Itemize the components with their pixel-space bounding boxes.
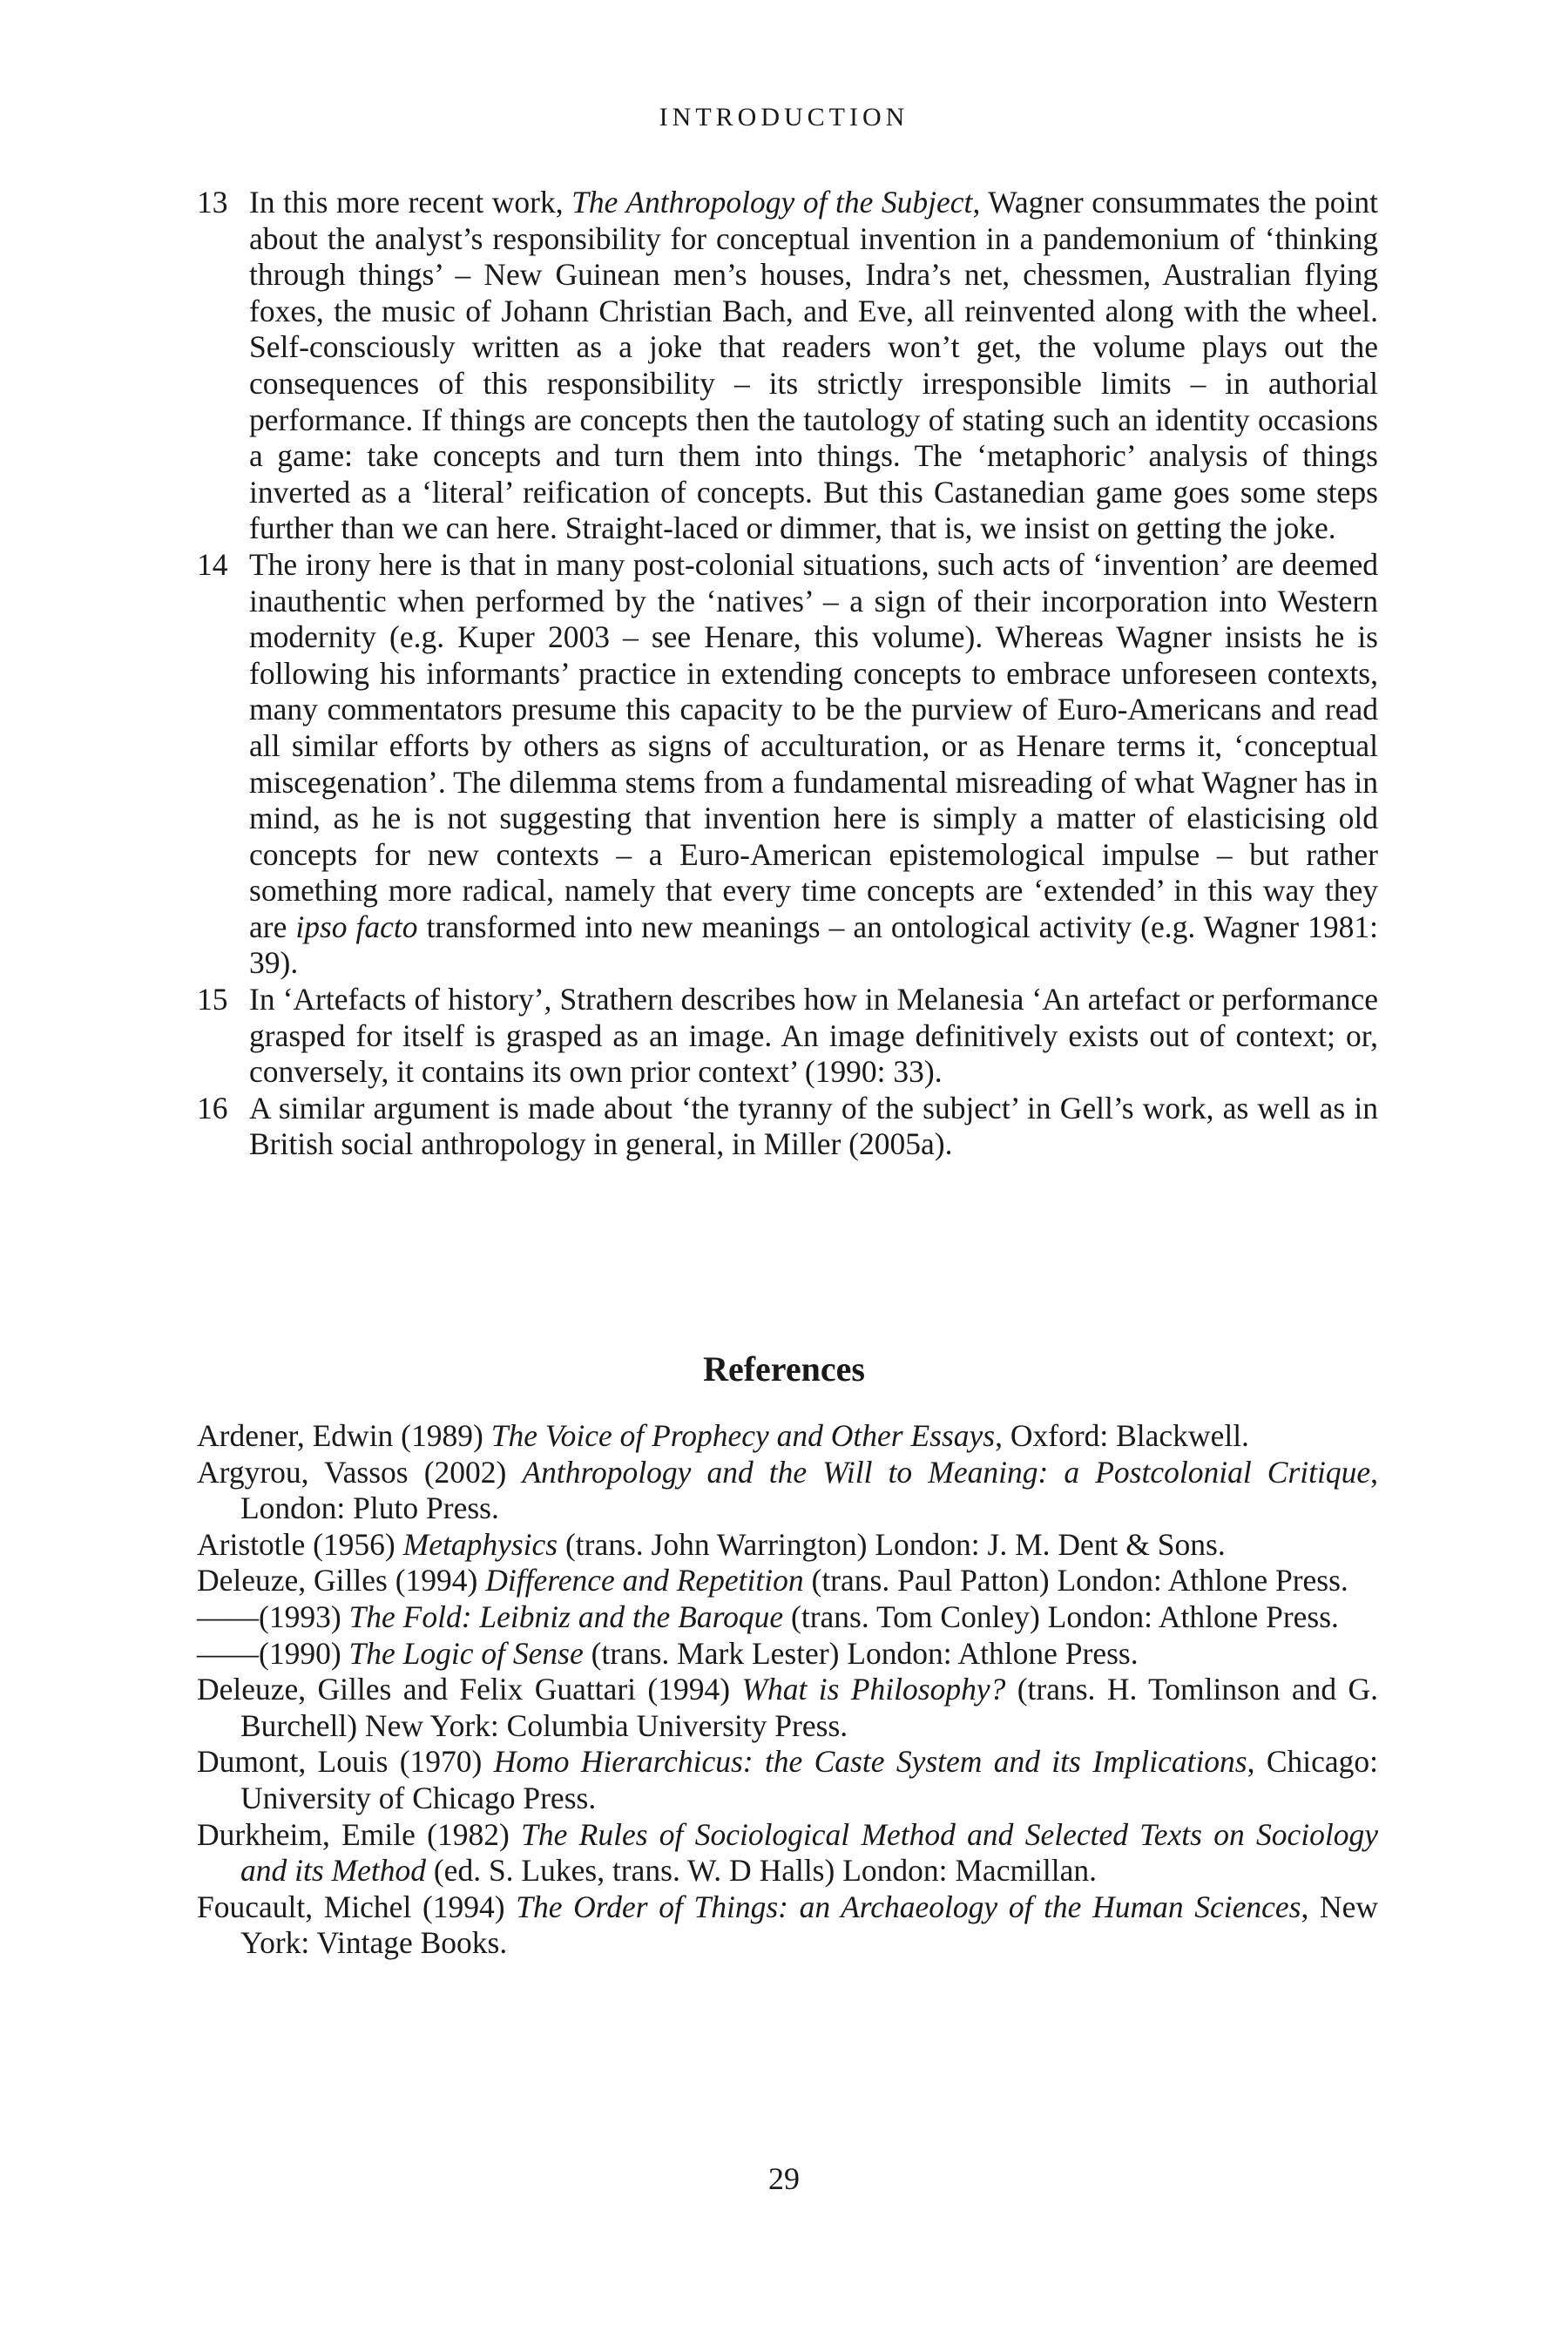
page-number: 29 [768, 2161, 800, 2196]
endnote-number: 16 [197, 1090, 228, 1125]
endnote-text: A similar argument is made about ‘the tyranny of the subject’ in Gell’s work, as well as in British social anthropology in general, in Miller (2005a). [249, 1090, 1378, 1162]
reference-entry: ——(1990) The Logic of Sense (trans. Mark Lester) London: Athlone Press. [197, 1635, 1139, 1671]
endnote [197, 1091, 1378, 1163]
reference-entry: Deleuze, Gilles and Felix Guattari (1994) What is Philosophy? (trans. H. Tomlinson and G. Burchell) New York: Columbia University Press. [197, 1672, 1378, 1743]
endnote-number: 14 [197, 546, 228, 582]
reference-entry: Argyrou, Vassos (2002) Anthropology and the Will to Meaning: a Postcolonial Critique, London: Pluto Press. [197, 1454, 1378, 1526]
endnote-text: The irony here is that in many post-colonial situations, such acts of ‘invention’ are deemed inauthentic when performed by the ‘natives’ – a sign of their incorporation into Western modernity (e.g. Kuper 2003 – see Henare, this volume). Whereas Wagner insists he is following his informants’ practice in extending concepts to embrace unforeseen contexts, many commentators presume this capacity to be the purview of Euro-Americans and read all similar efforts by others as signs of acculturation, or as Henare terms it, ‘conceptual miscegenation’. The dilemma stems from a fundamental misreading of what Wagner has in mind, as he is not suggesting that invention here is simply a matter of elasticising old concepts for new contexts – a Euro-American epistemological impulse – but rather something more radical, namely that every time concepts are ‘extended’ in this way they are ipso facto transformed into new meanings – an ontological activity (e.g. Wagner 1981: 39). [249, 546, 1378, 981]
reference-entry: Ardener, Edwin (1989) The Voice of Prophecy and Other Essays, Oxford: Blackwell. [197, 1418, 1249, 1453]
endnotes-list [197, 185, 1378, 1163]
endnote [197, 185, 1378, 547]
reference-entry: Deleuze, Gilles (1994) Difference and Repetition (trans. Paul Patton) London: Athlone Press. [197, 1563, 1348, 1598]
reference-entry: ——(1993) The Fold: Leibniz and the Baroque (trans. Tom Conley) London: Athlone Press. [197, 1598, 1339, 1634]
endnote-text: In ‘Artefacts of history’, Strathern describes how in Melanesia ‘An artefact or performance grasped for itself is grasped as an image. An image definitively exists out of context; or, conversely, it contains its own prior context’ (1990: 33). [249, 982, 1378, 1090]
reference-entry: Durkheim, Emile (1982) The Rules of Sociological Method and Selected Texts on Sociology and its Method (ed. S. Lukes, trans. W. D Halls) London: Macmillan. [197, 1816, 1378, 1889]
reference-entry: Foucault, Michel (1994) The Order of Things: an Archaeology of the Human Sciences, New York: Vintage Books. [197, 1889, 1378, 1961]
endnote-text: In this more recent work, The Anthropology of the Subject, Wagner consummates the point about the analyst’s responsibility for conceptual invention in a pandemonium of ‘thinking through things’ – New Guinean men’s houses, Indra’s net, chessmen, Australian flying foxes, the music of Johann Christian Bach, and Eve, all reinvented along with the wheel. Self-consciously written as a joke that readers won’t get, the volume plays out the consequences of this responsibility – its strictly irresponsible limits – in authorial performance. If things are concepts then the tautology of stating such an identity occasions a game: take concepts and turn them into things. The ‘metaphoric’ analysis of things inverted as a ‘literal’ reification of concepts. But this Castanedian game goes some steps further than we can here. Straight-laced or dimmer, that is, we insist on getting the joke. [249, 185, 1379, 546]
reference-entry: Dumont, Louis (1970) Homo Hierarchicus: the Caste System and its Implications, Chicago: University of Chicago Press. [197, 1744, 1378, 1815]
running-head: INTRODUCTION [659, 103, 909, 132]
endnote [197, 547, 1378, 982]
endnote-number: 15 [197, 982, 228, 1017]
reference-entry: Aristotle (1956) Metaphysics (trans. John Warrington) London: J. M. Dent & Sons. [197, 1526, 1226, 1562]
references-heading: References [703, 1349, 865, 1389]
endnote [197, 982, 1378, 1091]
endnote-number: 13 [197, 185, 228, 220]
references-list [197, 1418, 1378, 1962]
